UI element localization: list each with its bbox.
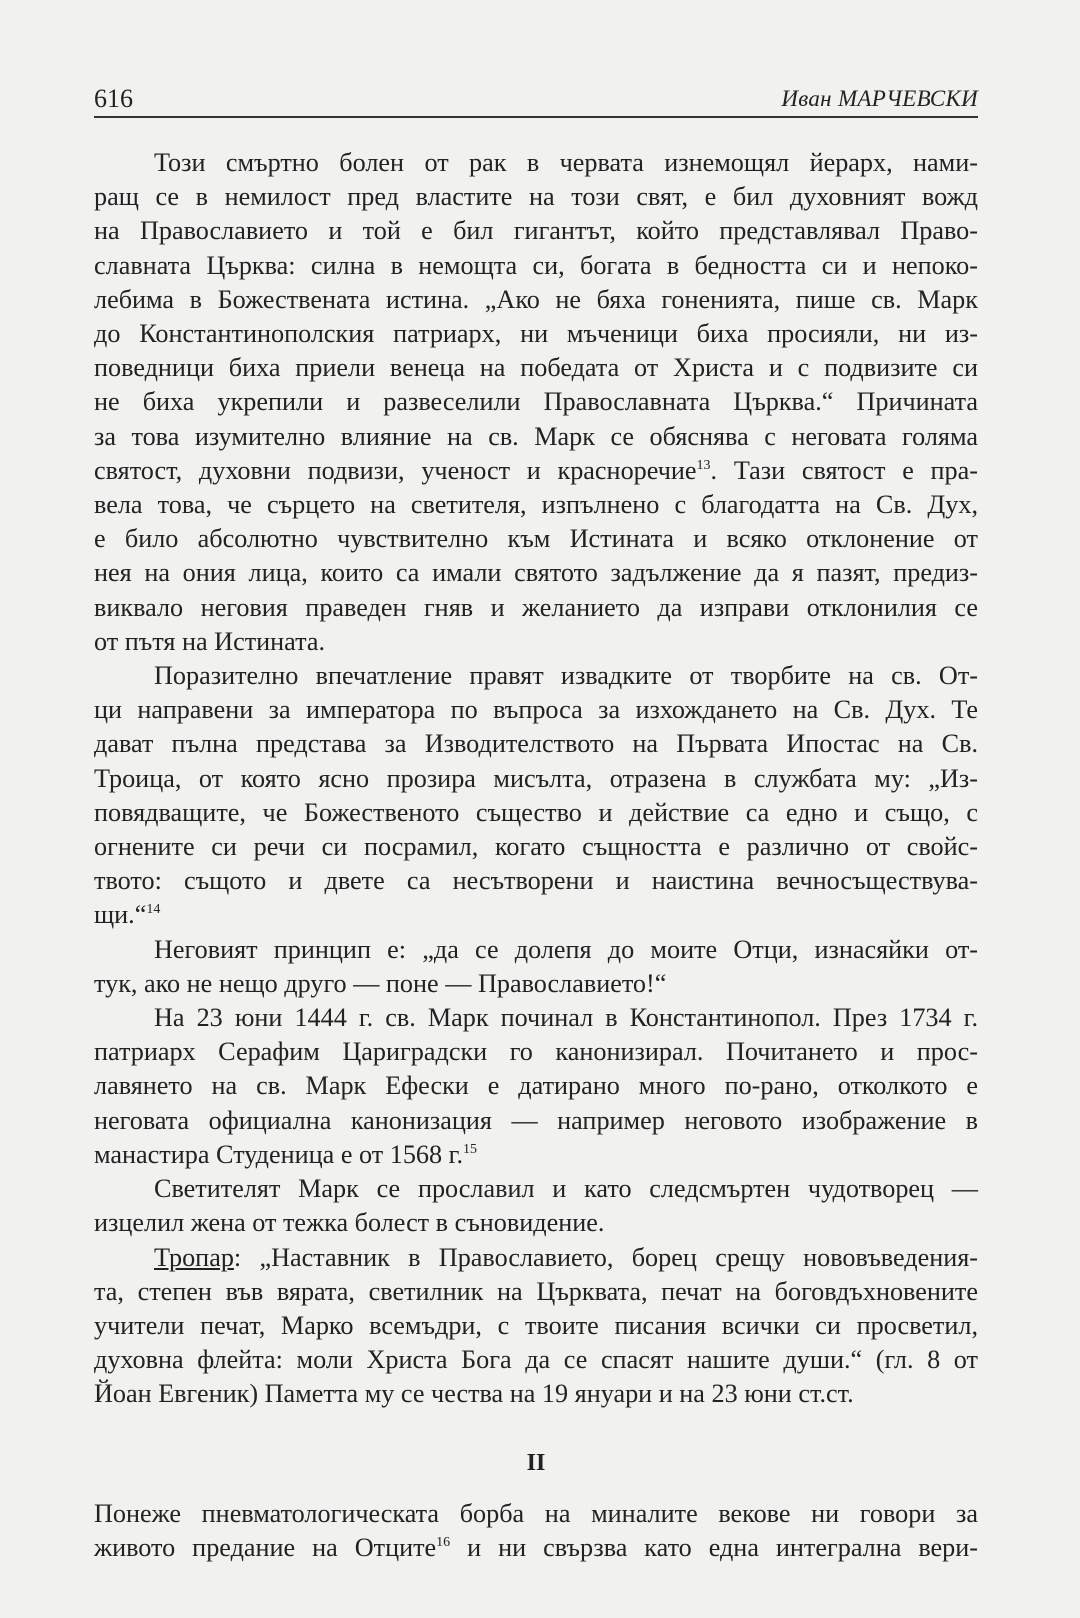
text-line: Неговият принцип е: „да се долепя до моите Отци, изнасяйки от- xyxy=(154,934,978,964)
paragraph-2 xyxy=(94,659,978,933)
text-line: за това изумително влияние на св. Марк се обяснява с неговата голяма xyxy=(94,421,978,451)
text-line xyxy=(94,898,978,932)
text-line: Поразително впечатление правят извадките от творбите на св. От- xyxy=(154,661,978,691)
text-segment: . Тази святост е пра- xyxy=(710,455,978,485)
text-line: на Православието и той е бил гигантът, който представлявал Право- xyxy=(94,216,978,246)
text-line: огнените си речи си посрамил, когато същността е различно от свойс- xyxy=(94,832,978,862)
text-line: тук, ако не нещо друго — поне — Православието!“ xyxy=(94,968,667,998)
footnote-ref-15: 15 xyxy=(463,1142,477,1158)
footnote-ref-14: 14 xyxy=(146,902,161,918)
paragraph-3 xyxy=(94,933,978,1001)
text-line xyxy=(94,1531,978,1565)
text-line xyxy=(94,1138,978,1172)
text-line: лебима в Божествената истина. „Ако не бяха гоненията, пише св. Марк xyxy=(94,284,978,314)
footnote-ref-16: 16 xyxy=(436,1534,451,1550)
text-line: повядващите, че Божественото същество и действие са едно и също, с xyxy=(94,797,978,827)
book-page xyxy=(94,78,978,1565)
paragraph-4 xyxy=(94,1001,978,1172)
text-line: та, степен във вярата, светилник на Църквата, печат на боговдъхновените xyxy=(94,1276,978,1306)
text-line: учители печат, Марко всемъдри, с твоите писания всички си просветил, xyxy=(94,1310,978,1340)
text-line: славната Църква: силна в немощта си, богата в бедността си и непоко- xyxy=(94,250,978,280)
paragraph-5 xyxy=(94,1172,978,1240)
troparion-label: Тропар xyxy=(154,1242,234,1272)
text-line: На 23 юни 1444 г. св. Марк починал в Константинопол. През 1734 г. xyxy=(154,1003,978,1033)
text-segment: : „Наставник в Православието, борец срещу нововъведения- xyxy=(233,1242,978,1272)
text-line: твото: същото и двете са несътворени и наистина вечносъществува- xyxy=(94,866,978,896)
text-line: е било абсолютно чувствително към Истината и всяко отклонение от xyxy=(94,524,978,554)
text-line: изцелил жена от тежка болест в съновидение. xyxy=(94,1208,605,1238)
text-line: Понеже пневматологическата борба на миналите векове ни говори за xyxy=(94,1498,978,1528)
text-line: нея на ония лица, които са имали святото задължение да я пазят, предиз- xyxy=(94,558,978,588)
text-line: духовна флейта: моли Христа Бога да се спасят нашите души.“ (гл. 8 от xyxy=(94,1345,978,1375)
text-line: вела това, че сърцето на светителя, изпълнено с благодатта на Св. Дух, xyxy=(94,490,978,520)
text-line: ращ се в немилост пред властите на този свят, е бил духовният вожд xyxy=(94,182,978,212)
text-segment: живото предание на Отците xyxy=(94,1532,437,1562)
body-text xyxy=(94,146,978,1565)
page-header xyxy=(94,78,978,118)
section-heading: II xyxy=(526,1449,546,1476)
text-segment: святост, духовни подвизи, ученост и красноречие xyxy=(94,455,697,485)
paragraph-6 xyxy=(94,1241,978,1412)
text-line: Този смъртно болен от рак в червата изнемощял йерарх, нами- xyxy=(154,148,978,177)
text-line: лавянето на св. Марк Ефески е датирано много по-рано, отколкото е xyxy=(94,1071,978,1101)
text-line: дават пълна представа за Изводителството на Първата Ипостас на Св. xyxy=(94,729,978,759)
text-line xyxy=(94,1241,978,1275)
text-line: неговата официална канонизация — например неговото изображение в xyxy=(94,1105,978,1135)
text-segment: манастира Студеница е от 1568 г. xyxy=(94,1139,463,1169)
text-segment: и ни свързва като една интегрална вери- xyxy=(450,1532,979,1562)
text-segment: щи.“ xyxy=(94,900,147,930)
text-line: не биха укрепили и развеселили Православната Църква.“ Причината xyxy=(94,387,978,417)
text-line: поведници биха приели венеца на победата от Христа и с подвизите си xyxy=(94,353,978,383)
text-line: от пътя на Истината. xyxy=(94,626,326,656)
running-head: Иван МАРЧЕВСКИ xyxy=(781,86,978,111)
text-line: виквало неговия праведен гняв и желанието да изправи отклонилия се xyxy=(94,592,978,622)
text-line xyxy=(94,454,978,488)
text-line: Светителят Марк се прославил и като следсмъртен чудотворец — xyxy=(154,1174,978,1204)
text-line: ци направени за императора по въпроса за изхождането на Св. Дух. Те xyxy=(94,695,978,725)
text-line: патриарх Серафим Цариградски го канонизирал. Почитането и прос- xyxy=(94,1037,978,1067)
text-line: Йоан Евгеник) Паметта му се чества на 19 януари и на 23 юни ст.ст. xyxy=(94,1379,854,1409)
page-number: 616 xyxy=(94,84,133,113)
footnote-ref-13: 13 xyxy=(696,458,711,474)
paragraph-7 xyxy=(94,1497,978,1565)
paragraph-1 xyxy=(94,146,978,659)
text-line: до Константинополския патриарх, ни мъченици биха просияли, ни из- xyxy=(94,319,978,349)
text-line: Троица, от която ясно прозира мисълта, отразена в службата му: „Из- xyxy=(94,763,978,793)
